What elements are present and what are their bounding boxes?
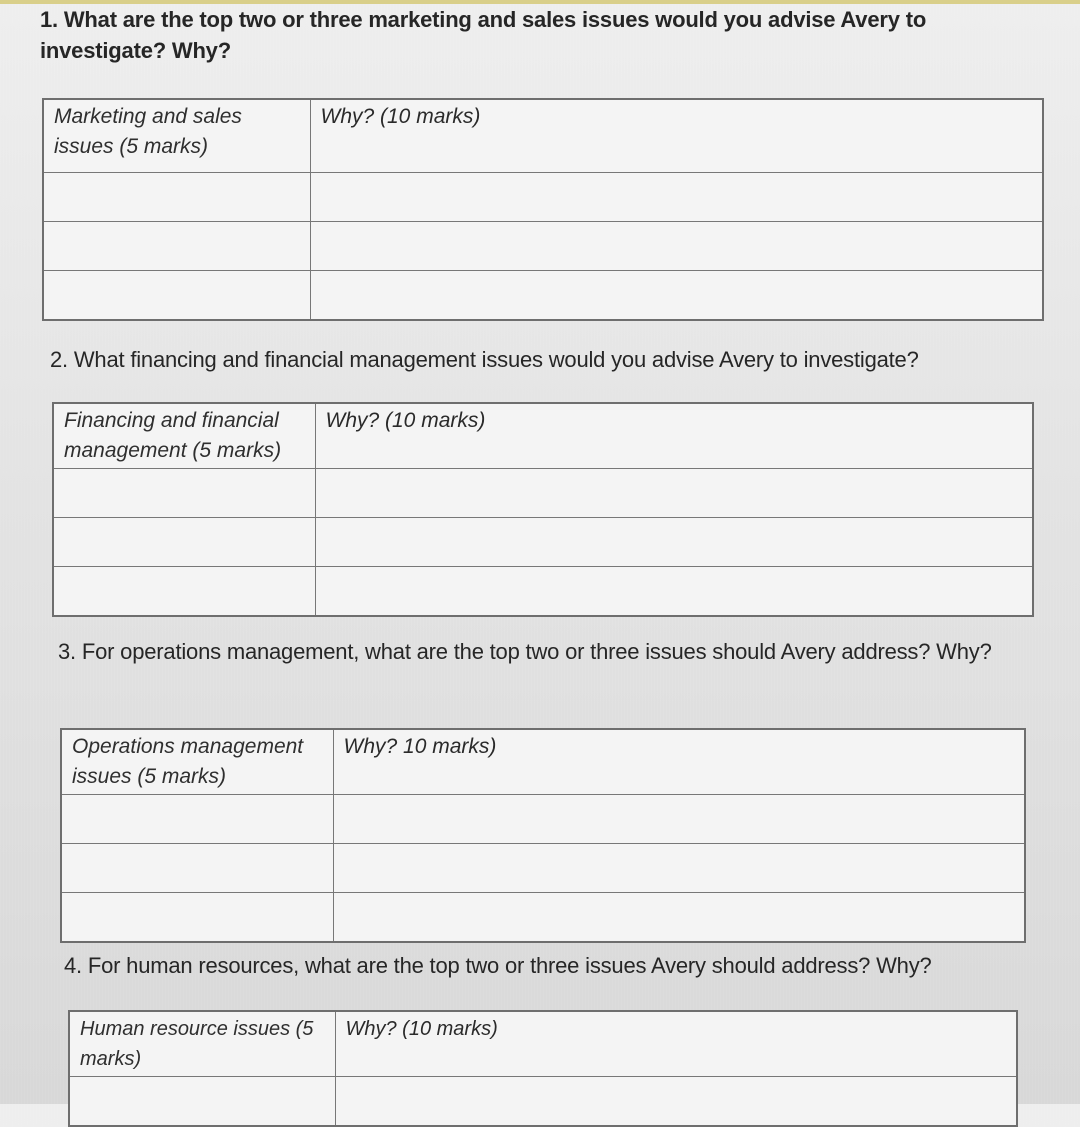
table-row [43,271,1043,321]
answer-cell-why[interactable] [315,567,1033,617]
table-header-row [43,99,1043,173]
answer-cell-why[interactable] [335,1077,1017,1127]
answer-cell-issue[interactable] [53,518,315,567]
answer-cell-why[interactable] [310,222,1043,271]
answer-cell-issue[interactable] [53,469,315,518]
table-row [61,795,1025,844]
question-3-answer-table [60,728,1026,943]
table-row [69,1077,1017,1127]
column-header-issues: Human resource issues (5 marks) [69,1011,335,1077]
answer-cell-why[interactable] [333,893,1025,943]
column-header-why: Why? (10 marks) [315,403,1033,469]
question-4-prompt: 4. For human resources, what are the top two or three issues Avery should address? Why? [64,953,932,978]
column-header-why: Why? 10 marks) [333,729,1025,795]
table-row [61,844,1025,893]
column-header-issues: Operations management issues (5 marks) [61,729,333,795]
answer-cell-issue[interactable] [61,844,333,893]
answer-cell-issue[interactable] [69,1077,335,1127]
answer-cell-issue[interactable] [43,222,310,271]
answer-cell-why[interactable] [310,271,1043,321]
column-header-issues: Financing and financial management (5 marks) [53,403,315,469]
question-1-prompt: 1. What are the top two or three marketing and sales issues would you advise Avery to investigate? Why? [40,7,927,63]
answer-cell-issue[interactable] [43,173,310,222]
table-row [61,893,1025,943]
table-row [53,469,1033,518]
question-2-answer-table [52,402,1034,617]
column-header-why: Why? (10 marks) [310,99,1043,173]
table-row [43,222,1043,271]
column-header-why: Why? (10 marks) [335,1011,1017,1077]
column-header-issues: Marketing and sales issues (5 marks) [43,99,310,173]
table-row [43,173,1043,222]
table-header-row [61,729,1025,795]
answer-cell-why[interactable] [315,469,1033,518]
question-1-answer-table [42,98,1044,321]
question-2-prompt: 2. What financing and financial management issues would you advise Avery to investigate? [50,347,919,372]
answer-cell-why[interactable] [310,173,1043,222]
table-header-row [69,1011,1017,1077]
answer-cell-issue[interactable] [61,795,333,844]
question-3-prompt: 3. For operations management, what are the top two or three issues should Avery address? Why? [58,639,992,664]
answer-cell-issue[interactable] [53,567,315,617]
table-header-row [53,403,1033,469]
answer-cell-why[interactable] [333,844,1025,893]
answer-cell-why[interactable] [315,518,1033,567]
question-4-answer-table [68,1010,1018,1127]
answer-cell-issue[interactable] [43,271,310,321]
table-row [53,518,1033,567]
answer-cell-why[interactable] [333,795,1025,844]
table-row [53,567,1033,617]
answer-cell-issue[interactable] [61,893,333,943]
